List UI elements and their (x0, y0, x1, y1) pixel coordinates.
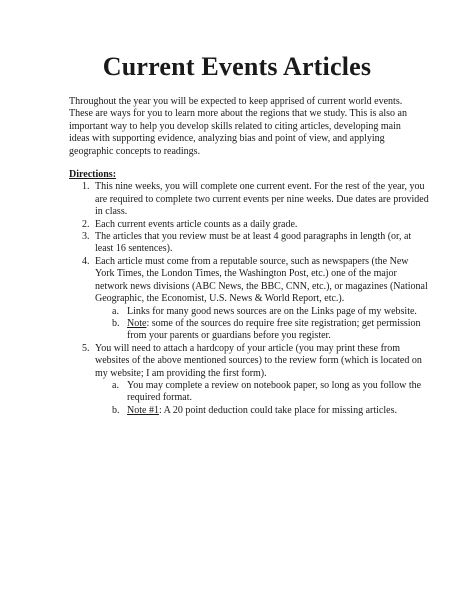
sub-item-marker: a. (112, 379, 119, 391)
list-item-text: You will need to attach a hardcopy of your article (you may print these from websites of the above mentioned sources) to the review form (which is located on my website; I am providing the first form). (95, 342, 422, 379)
sub-item-text: : A 20 point deduction could take place for missing articles. (158, 404, 397, 416)
note-label: Note #1 (127, 404, 159, 416)
list-item (95, 343, 429, 417)
sub-item-marker: b. (112, 404, 120, 416)
document-body (69, 96, 429, 417)
sub-item-text: : some of the sources do require free site registration; get permission from your parents or guardians before you register. (127, 317, 421, 342)
sub-item-marker: a. (112, 305, 119, 317)
intro-paragraph: Throughout the year you will be expected to keep apprised of current world events. These are ways for you to learn more about the regions that we study. This is also an important way to help you develop skills related to citing articles, developing main ideas with supporting evidence, analyzing bias and point of view, and applying geographic concepts to readings. (69, 96, 407, 157)
sub-list-item (112, 379, 429, 405)
sub-item-text: Links for many good news sources are on the Links page of my website. (127, 305, 417, 317)
sub-list-item (112, 317, 429, 343)
sub-list-item (112, 404, 429, 417)
directions-list (69, 181, 429, 417)
sub-item-text: You may complete a review on notebook paper, so long as you follow the required format. (127, 379, 422, 404)
page-title: Current Events Articles (102, 52, 372, 81)
directions-heading: Directions: (69, 169, 117, 181)
sub-list (95, 380, 429, 417)
list-item-text: This nine weeks, you will complete one current event. For the rest of the year, you are required to complete two current events per nine weeks. Due dates are provided in class. (95, 181, 429, 218)
list-item-text: The articles that you review must be at least 4 good paragraphs in length (or, at least 16 sentences). (95, 231, 412, 255)
list-item (95, 219, 429, 231)
sub-list-item (112, 305, 429, 318)
sub-list (95, 306, 429, 343)
list-item-text: Each current events article counts as a daily grade. (95, 218, 298, 230)
note-label: Note (127, 317, 147, 329)
list-item-text: Each article must come from a reputable source, such as newspapers (the New York Times, the London Times, the Washington Post, etc.) one of the major network news divisions (ABC News, the BBC, CNN, etc.), or magazines (National Geographic, the Economist, U.S. News & World Report, etc.). (95, 255, 428, 305)
list-item (95, 231, 429, 256)
list-item (95, 181, 429, 218)
sub-item-marker: b. (112, 317, 120, 329)
list-item (95, 256, 429, 343)
